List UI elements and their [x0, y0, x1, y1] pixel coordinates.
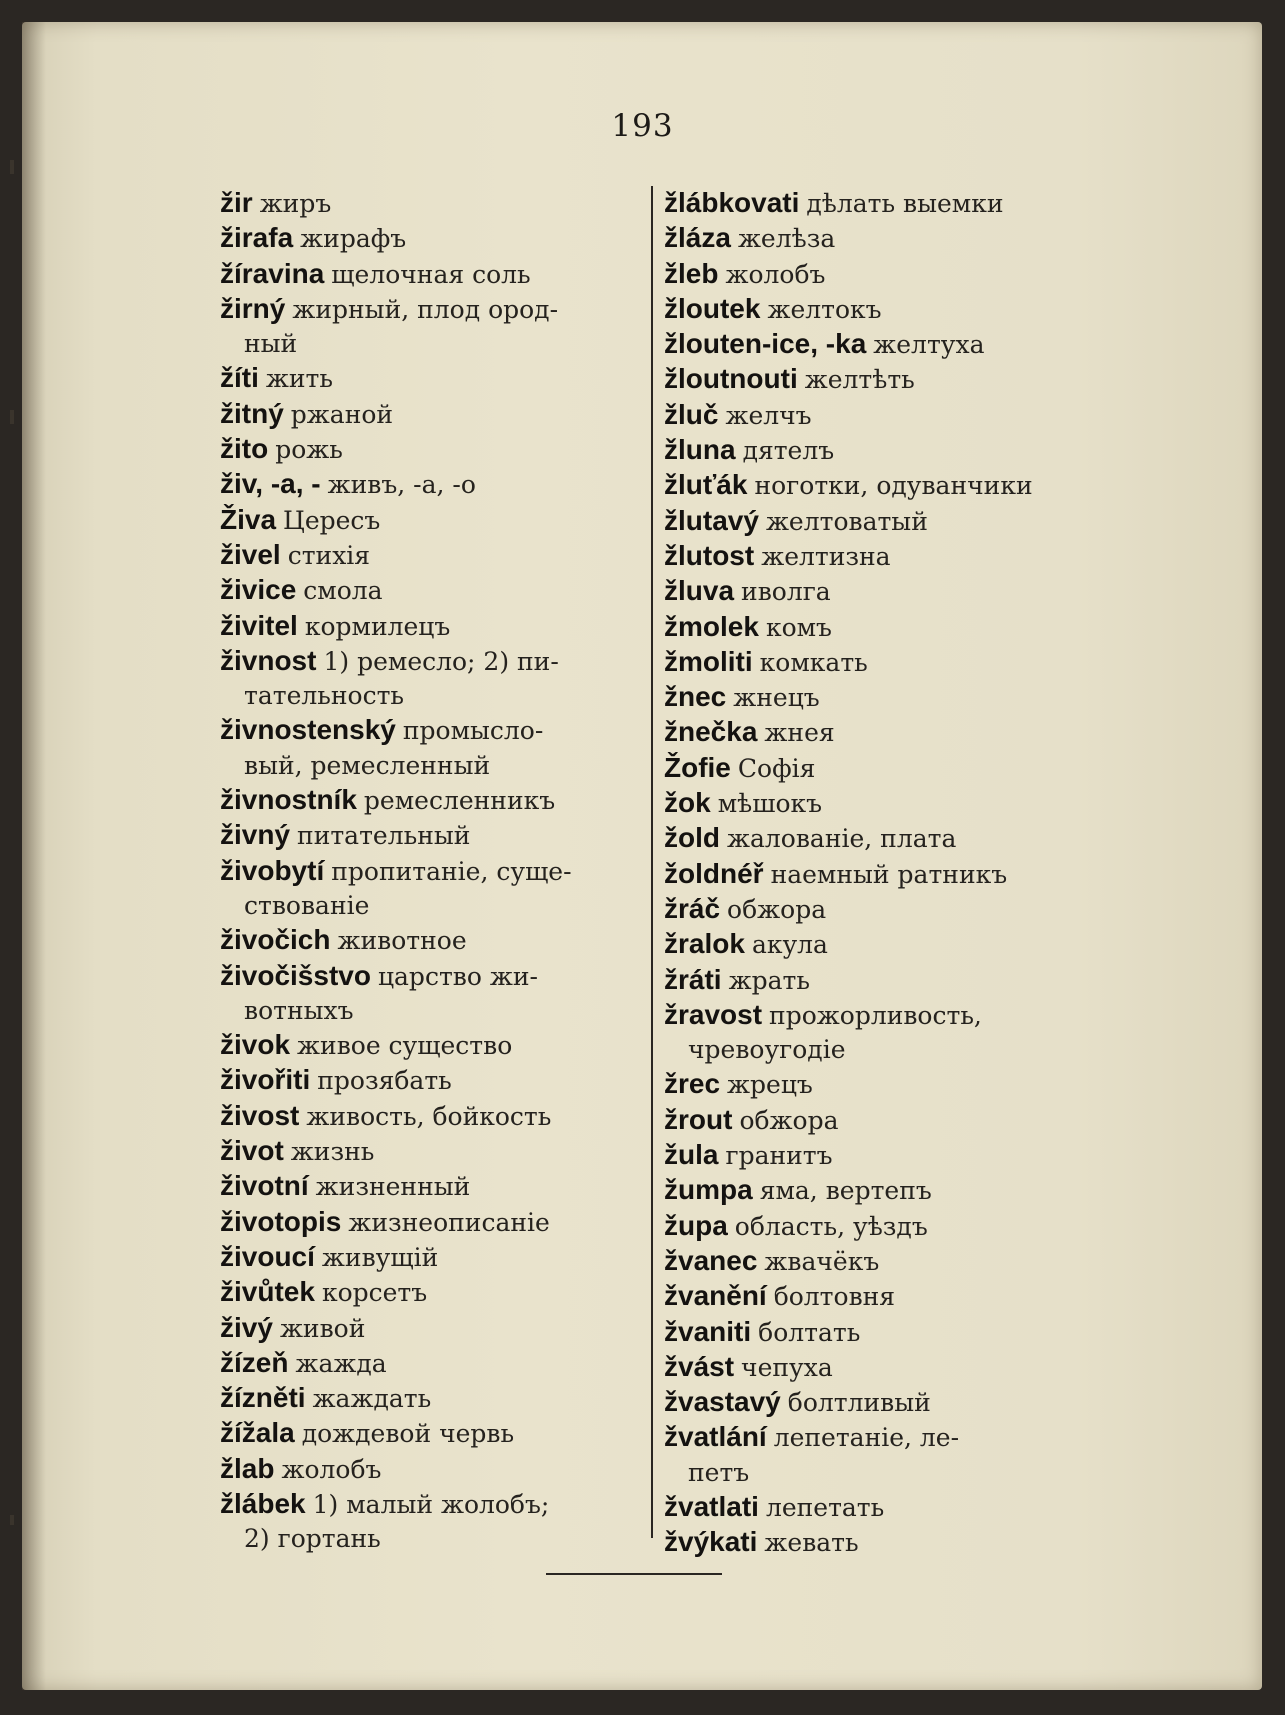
entry-headword: živok [220, 1029, 291, 1061]
dictionary-entry [220, 573, 635, 608]
entry-headword: živitel [220, 609, 298, 641]
entry-headword: živnost [220, 644, 317, 676]
dictionary-entry [664, 892, 1084, 927]
entry-translation: иволга [741, 577, 831, 607]
entry-headword: žlab [220, 1452, 275, 1484]
entry-translation: лепетаніе, ле- [773, 1423, 960, 1453]
dictionary-entry [220, 257, 635, 292]
entry-translation: обжора [727, 894, 827, 924]
entry-translation: питательный [297, 821, 471, 851]
dictionary-entry [664, 1103, 1084, 1138]
entry-translation: жрать [728, 965, 810, 995]
entry-translation: наемный ратникъ [770, 859, 1008, 889]
entry-headword: žloutek [664, 292, 761, 324]
entry-translation: рожь [275, 435, 343, 465]
dictionary-entry [664, 680, 1084, 715]
dictionary-entry [664, 574, 1084, 609]
entry-translation: жирафъ [300, 224, 407, 254]
dictionary-entry [664, 645, 1084, 680]
entry-translation: ржаной [290, 399, 394, 429]
entry-translation: живущій [321, 1242, 439, 1272]
entry-translation: жизнь [290, 1137, 375, 1167]
entry-headword: žnečka [664, 716, 758, 748]
entry-translation: комъ [765, 612, 832, 642]
dictionary-entry [220, 1381, 635, 1416]
entry-translation: ноготки, одуванчики [754, 471, 1033, 501]
dictionary-entry [664, 433, 1084, 468]
dictionary-entry [664, 1525, 1084, 1560]
entry-headword: žvatlati [664, 1490, 759, 1522]
dictionary-entry [664, 998, 1084, 1033]
entry-translation: прожорливость, [769, 1000, 982, 1030]
entry-headword: žlábek [220, 1487, 306, 1519]
binding-shadow [22, 22, 46, 1690]
dictionary-entry [220, 1099, 635, 1134]
dictionary-entry [220, 1346, 635, 1381]
end-rule [546, 1573, 722, 1575]
dictionary-entry [664, 1315, 1084, 1350]
dictionary-entry [664, 186, 1084, 221]
entry-headword: živel [220, 538, 281, 570]
entry-translation: смола [303, 576, 383, 606]
dictionary-entry [664, 786, 1084, 821]
entry-translation: жиръ [259, 189, 332, 218]
entry-headword: žmolek [664, 610, 759, 642]
entry-translation: комкать [759, 647, 868, 677]
dictionary-entry [664, 1067, 1084, 1102]
entry-translation: жажда [295, 1348, 387, 1378]
entry-translation: Цересъ [283, 505, 381, 535]
dictionary-entry [220, 713, 635, 748]
dictionary-entry [664, 963, 1084, 998]
entry-headword: žráč [664, 892, 721, 924]
dictionary-entry [220, 1275, 635, 1310]
dictionary-entry [220, 1240, 635, 1275]
entry-continuation [220, 1522, 635, 1556]
entry-headword: živnostenský [220, 714, 396, 746]
edge-mark [10, 1515, 14, 1525]
entry-headword: žluč [664, 398, 719, 430]
entry-headword: žláza [664, 222, 731, 254]
entry-headword: žoldnéř [664, 857, 764, 889]
entry-translation: дятелъ [742, 436, 835, 466]
entry-headword: živice [220, 574, 297, 606]
entry-translation: область, уѣздъ [734, 1211, 928, 1241]
dictionary-entry [664, 927, 1084, 962]
entry-translation: дѣлать выемки [806, 189, 1004, 218]
dictionary-entry [220, 959, 635, 994]
entry-headword: živný [220, 819, 291, 851]
entry-continuation-text: вый, ремесленный [244, 750, 491, 780]
entry-headword: žula [664, 1139, 719, 1171]
entry-headword: žíti [220, 362, 259, 394]
entry-translation: яма, вертепъ [759, 1176, 932, 1206]
entry-continuation [220, 679, 635, 713]
entry-headword: živoucí [220, 1240, 315, 1272]
entry-continuation [664, 1456, 1084, 1490]
page-number: 193 [611, 108, 674, 144]
entry-translation: жевать [764, 1528, 859, 1558]
entry-translation: лепетать [765, 1492, 885, 1522]
entry-translation: мѣшокъ [717, 789, 823, 819]
entry-translation: живой [279, 1313, 366, 1343]
dictionary-entry [220, 1134, 635, 1169]
entry-translation: 1) ремесло; 2) пи- [323, 646, 559, 676]
entry-translation: желтизна [761, 541, 891, 571]
entry-headword: žold [664, 822, 720, 854]
entry-headword: žluna [664, 434, 736, 466]
entry-headword: žok [664, 787, 711, 819]
entry-translation: акула [751, 930, 828, 960]
entry-headword: žíravina [220, 257, 325, 289]
dictionary-entry [220, 361, 635, 396]
entry-headword: Živa [220, 503, 277, 535]
dictionary-entry [664, 1350, 1084, 1385]
entry-continuation-text: вотныхъ [244, 995, 354, 1025]
entry-translation: 1) малый жолобъ; [312, 1489, 550, 1519]
entry-translation: жаждать [312, 1384, 432, 1414]
entry-headword: žvanění [664, 1280, 767, 1312]
entry-translation: промысло- [402, 716, 544, 746]
entry-headword: Žofie [664, 751, 731, 783]
entry-headword: životní [220, 1170, 309, 1202]
entry-headword: žvást [664, 1350, 735, 1382]
entry-headword: žluťák [664, 469, 748, 501]
entry-continuation-text: 2) гортань [244, 1524, 381, 1554]
entry-translation: жнея [764, 718, 835, 748]
entry-headword: žvastavý [664, 1386, 781, 1418]
entry-headword: žloutnouti [664, 363, 798, 395]
dictionary-entry [664, 715, 1084, 750]
dictionary-entry [664, 821, 1084, 856]
entry-translation: прозябать [317, 1066, 452, 1096]
dictionary-entry [664, 292, 1084, 327]
entry-headword: žravost [664, 998, 763, 1030]
entry-headword: živobytí [220, 854, 325, 886]
dictionary-entry [664, 327, 1084, 362]
entry-translation: пропитаніе, суще- [331, 856, 572, 886]
entry-translation: желтѣть [804, 365, 915, 395]
entry-headword: žízeň [220, 1346, 289, 1378]
entry-translation: желѣза [737, 224, 836, 254]
entry-headword: žmoliti [664, 645, 753, 677]
entry-headword: žnec [664, 681, 727, 713]
entry-headword: žleb [664, 257, 719, 289]
dictionary-entry [220, 818, 635, 853]
entry-continuation [220, 994, 635, 1028]
dictionary-entry [220, 397, 635, 432]
entry-headword: žížala [220, 1417, 295, 1449]
entry-translation: жить [265, 364, 333, 394]
entry-headword: živořiti [220, 1064, 311, 1096]
dictionary-entry [664, 504, 1084, 539]
edge-mark [10, 410, 14, 424]
entry-translation: стихія [287, 540, 371, 570]
dictionary-entry [220, 1487, 635, 1522]
entry-translation: живъ, -а, -о [327, 470, 476, 500]
dictionary-entry [220, 1416, 635, 1451]
entry-headword: žlábkovati [664, 187, 800, 218]
entry-headword: žirafa [220, 222, 294, 254]
dictionary-entry [664, 539, 1084, 574]
entry-headword: žvanec [664, 1244, 758, 1276]
entry-translation: жвачёкъ [764, 1246, 880, 1276]
entry-translation: обжора [739, 1105, 839, 1135]
dictionary-entry [220, 923, 635, 958]
entry-translation: болтливый [787, 1388, 931, 1418]
dictionary-entry [664, 468, 1084, 503]
entry-headword: žralok [664, 928, 745, 960]
entry-headword: žvýkati [664, 1526, 758, 1558]
entry-translation: жизненный [315, 1172, 471, 1202]
entry-translation: болтать [758, 1317, 861, 1347]
dictionary-entry [664, 221, 1084, 256]
entry-continuation [664, 1033, 1084, 1067]
entry-headword: živý [220, 1311, 273, 1343]
dictionary-entry [220, 1028, 635, 1063]
entry-translation: желтоватый [765, 506, 928, 536]
dictionary-entry [220, 609, 635, 644]
entry-headword: žluva [664, 575, 735, 607]
entry-translation: жнецъ [733, 683, 820, 713]
dictionary-entry [220, 854, 635, 889]
entry-headword: žvatlání [664, 1421, 767, 1453]
dictionary-entry [220, 1452, 635, 1487]
entry-headword: žráti [664, 963, 722, 995]
dictionary-entry [220, 186, 635, 221]
entry-translation: кормилецъ [304, 611, 451, 641]
dictionary-entry [664, 1173, 1084, 1208]
entry-translation: ремесленникъ [363, 786, 556, 816]
entry-headword: živočišstvo [220, 959, 371, 991]
entry-headword: žrec [664, 1068, 721, 1100]
entry-translation: жизнеописаніе [348, 1207, 550, 1237]
edge-mark [10, 160, 14, 174]
entry-headword: žito [220, 433, 269, 465]
entry-headword: živůtek [220, 1276, 315, 1308]
entry-translation: царство жи- [377, 961, 538, 991]
entry-headword: živ, -a, - [220, 468, 321, 500]
dictionary-entry [220, 1063, 635, 1098]
entry-translation: чепуха [741, 1352, 833, 1382]
dictionary-entry [664, 751, 1084, 786]
dictionary-entry [664, 1209, 1084, 1244]
dictionary-entry [664, 362, 1084, 397]
dictionary-column-left [220, 186, 635, 1557]
entry-headword: župa [664, 1209, 728, 1241]
entry-continuation [220, 749, 635, 783]
dictionary-entry [220, 1311, 635, 1346]
column-divider [651, 186, 653, 1538]
entry-headword: živnostník [220, 784, 357, 816]
entry-continuation [220, 889, 635, 923]
entry-continuation-text: петъ [688, 1457, 750, 1487]
entry-headword: žvaniti [664, 1315, 752, 1347]
dictionary-entry [220, 538, 635, 573]
entry-headword: žízněti [220, 1382, 306, 1414]
entry-translation: животное [337, 926, 467, 956]
dictionary-entry [664, 398, 1084, 433]
entry-headword: živost [220, 1099, 300, 1131]
dictionary-entry [220, 221, 635, 256]
dictionary-entry [664, 1420, 1084, 1455]
dictionary-entry [664, 1279, 1084, 1314]
dictionary-entry [664, 1385, 1084, 1420]
entry-headword: žitný [220, 397, 284, 429]
entry-translation: живость, бойкость [306, 1101, 552, 1131]
entry-translation: желтокъ [767, 294, 882, 324]
dictionary-column-right [664, 186, 1084, 1561]
entry-headword: životopis [220, 1205, 342, 1237]
entry-translation: дождевой червь [301, 1419, 515, 1449]
entry-continuation [220, 327, 635, 361]
dictionary-entry [220, 644, 635, 679]
dictionary-entry [664, 1138, 1084, 1173]
entry-translation: жолобъ [725, 259, 826, 289]
dictionary-entry [220, 432, 635, 467]
entry-continuation-text: ный [244, 329, 298, 359]
entry-translation: желтуха [873, 330, 985, 360]
entry-continuation-text: ствованіе [244, 890, 370, 920]
entry-headword: život [220, 1135, 284, 1167]
dictionary-entry [220, 467, 635, 502]
entry-translation: гранитъ [725, 1141, 833, 1171]
entry-headword: živočich [220, 924, 331, 956]
entry-translation: живое существо [297, 1031, 513, 1061]
entry-translation: жалованіе, плата [727, 824, 957, 854]
entry-headword: žrout [664, 1103, 733, 1135]
entry-translation: желчъ [725, 400, 812, 430]
entry-translation: корсетъ [321, 1278, 428, 1308]
entry-headword: žirný [220, 292, 286, 324]
dictionary-entry [664, 610, 1084, 645]
entry-translation: щелочная соль [331, 259, 531, 289]
entry-headword: žlutost [664, 539, 755, 571]
entry-continuation-text: тательность [244, 681, 405, 711]
dictionary-entry [220, 783, 635, 818]
entry-headword: žumpa [664, 1174, 753, 1206]
entry-headword: žlouten-ice, -ka [664, 328, 867, 360]
dictionary-entry [664, 1244, 1084, 1279]
entry-translation: Софія [737, 753, 816, 783]
entry-translation: жолобъ [281, 1454, 382, 1484]
entry-headword: žir [220, 187, 253, 218]
dictionary-entry [220, 503, 635, 538]
dictionary-entry [664, 1490, 1084, 1525]
dictionary-entry [220, 1169, 635, 1204]
dictionary-entry [664, 857, 1084, 892]
dictionary-entry [664, 257, 1084, 292]
entry-headword: žlutavý [664, 504, 759, 536]
entry-continuation-text: чревоугодіе [688, 1035, 846, 1065]
entry-translation: жрецъ [727, 1070, 813, 1100]
dictionary-entry [220, 1205, 635, 1240]
entry-translation: жирный, плод ород- [292, 294, 559, 324]
dictionary-entry [220, 292, 635, 327]
entry-translation: болтовня [773, 1282, 896, 1312]
